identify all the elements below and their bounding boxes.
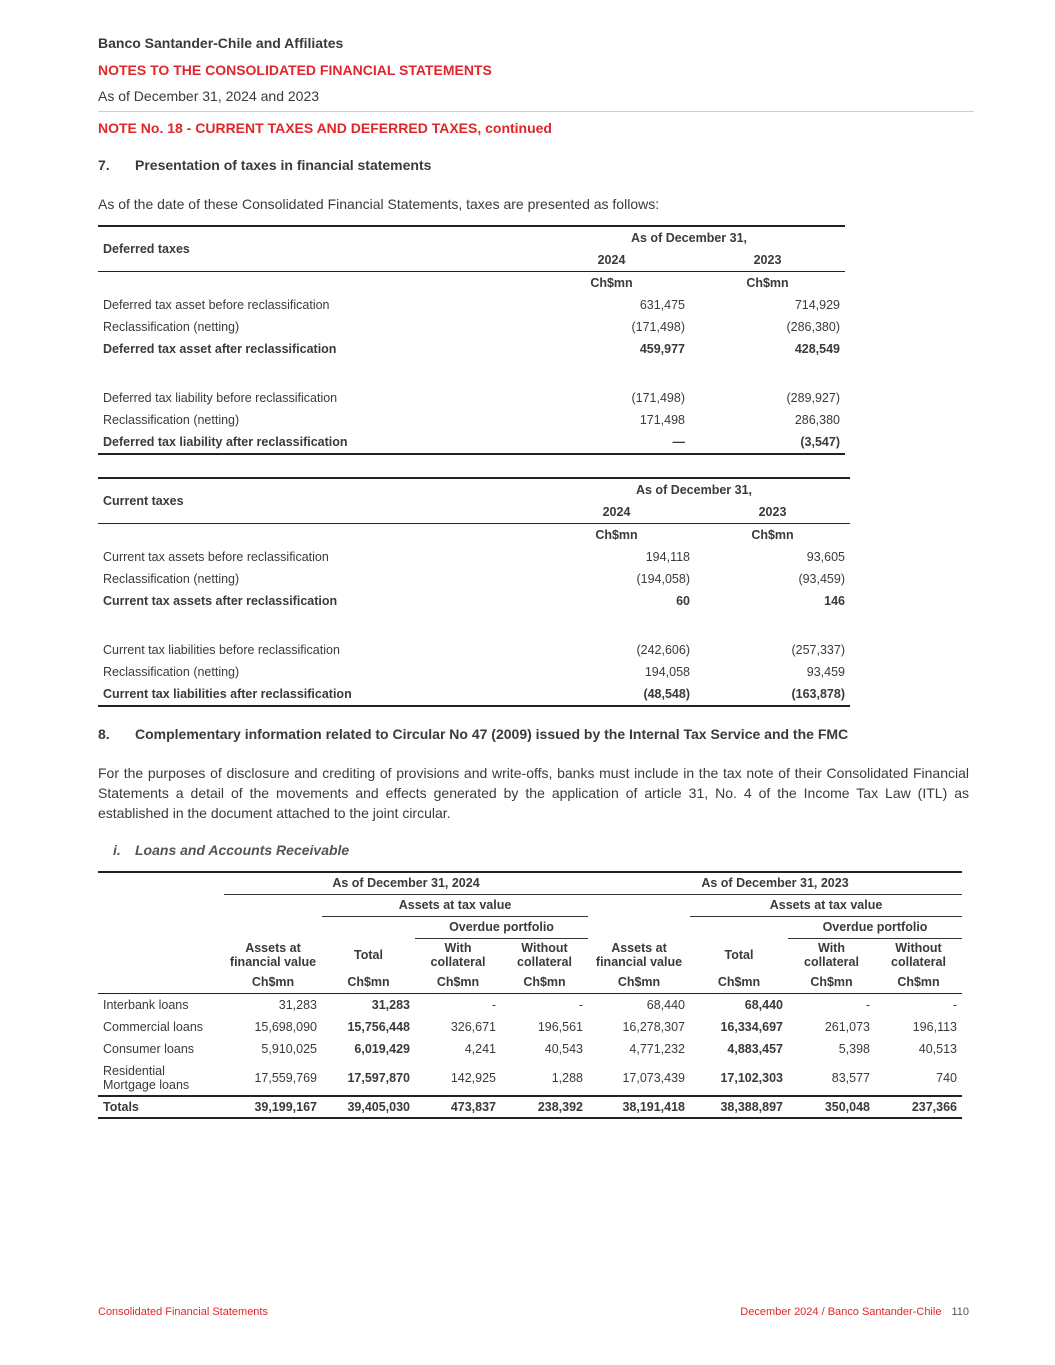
totals-row [98,1096,962,1118]
cell: 38,191,418 [588,1096,690,1118]
section-8-paragraph: For the purposes of disclosure and crediting of provisions and write-offs, banks must include in the tax note of their Consolidated Financial Statements a detail of the movements and effects generated by the application of article 31, No. 4 of the Income Tax Law (ITL) as established in the document attached to the joint circular. [98,765,969,821]
section-7-intro: As of the date of these Consolidated Financial Statements, taxes are presented as follows: [98,196,660,212]
value-2024: (48,548) [538,683,695,706]
loans-table [98,871,962,1119]
unit-label: Ch$mn [224,971,322,994]
value-2023: (3,547) [690,431,845,454]
cell: 40,513 [918,1042,957,1056]
unit-label: Ch$mn [595,528,638,542]
col-without-collateral: Without collateral [517,940,572,969]
subsection-heading [113,842,349,858]
footer-report-title: December 2024 / Banco Santander-Chile [740,1306,942,1318]
unit-label: Ch$mn [588,971,690,994]
cell: 196,561 [537,1020,583,1034]
cell: 473,837 [415,1096,501,1118]
value-2023: (286,380) [786,320,840,334]
current-taxes-title: Current taxes [98,478,538,524]
value-2023: 93,605 [806,550,845,564]
row-label: Residential Mortgage loans [103,1063,190,1092]
unit-label: Ch$mn [751,528,794,542]
row-label: Deferred tax asset after reclassification [103,342,337,356]
cell: - [865,998,870,1012]
table-row [98,387,845,409]
cell: 31,283 [371,998,410,1012]
row-label: Current tax liabilities after reclassification [98,683,538,706]
unit-label: Ch$mn [322,971,415,994]
footer-right [740,1306,969,1318]
table-row [98,683,850,706]
row-label: Deferred tax liability before reclassification [103,391,338,405]
cell: 196,113 [912,1020,957,1034]
value-2023: 714,929 [794,298,840,312]
cell: 16,334,697 [720,1020,783,1034]
value-2024: (171,498) [631,320,685,334]
cell: - [952,998,957,1012]
value-2024: 459,977 [639,342,685,356]
table-row [98,590,850,612]
cell: 5,398 [838,1042,870,1056]
as-of-date: As of December 31, 2024 and 2023 [98,88,320,104]
table-row [98,409,845,431]
cell: 83,577 [831,1070,870,1085]
overdue-header-2024: Overdue portfolio [415,916,588,938]
table-row [98,338,845,360]
value-2023: 428,549 [794,342,840,356]
cell: 350,048 [788,1096,875,1118]
value-2023: (163,878) [695,683,850,706]
section-title: Presentation of taxes in financial statements [135,157,432,173]
cell: 17,102,303 [720,1070,783,1085]
value-2023: (257,337) [791,643,845,657]
unit-label: Ch$mn [690,971,788,994]
cell: 17,597,870 [347,1070,410,1085]
value-2023: 93,459 [806,665,845,679]
deferred-taxes-table [98,225,845,455]
col-with-collateral: With collateral [804,940,859,969]
footer-left: Consolidated Financial Statements [98,1306,268,1318]
table-row [98,316,845,338]
value-2023: (93,459) [798,572,845,586]
row-label: Reclassification (netting) [103,320,240,334]
cell: 40,543 [544,1042,583,1056]
section-number: 8. [98,726,110,742]
current-taxes-table [98,477,850,707]
value-2024: (171,498) [631,391,685,405]
period-2023-header: As of December 31, 2023 [588,872,962,894]
overdue-header-2023: Overdue portfolio [788,916,962,938]
unit-label: Ch$mn [501,971,588,994]
table-row [98,431,845,454]
table-row [98,1016,962,1038]
deferred-year-2024: 2024 [533,249,690,272]
subsection-number: i. [113,842,121,858]
row-label: Current tax assets after reclassification [103,594,338,608]
current-year-2023: 2023 [695,501,850,524]
cell: - [491,998,496,1012]
period-2024-header: As of December 31, 2024 [224,872,588,894]
cell: 15,698,090 [254,1020,317,1034]
unit-label: Ch$mn [788,971,875,994]
value-2024: 194,118 [645,550,690,564]
value-2023: 286,380 [794,413,840,427]
row-label: Consumer loans [103,1042,195,1056]
page-number: 110 [951,1306,969,1318]
cell: 326,671 [450,1020,496,1034]
section-8-heading [98,726,848,742]
section-number: 7. [98,157,110,173]
cell: - [578,998,583,1012]
col-financial-value: Assets at financial value [595,940,683,969]
col-total: Total [724,947,754,962]
cell: 68,440 [646,998,685,1012]
section-title: Complementary information related to Circular No 47 (2009) issued by the Internal Tax Service and the FMC [135,726,849,742]
cell: 4,883,457 [727,1042,783,1056]
assets-tax-header-2023: Assets at tax value [690,894,962,916]
current-period-header: As of December 31, [538,478,850,501]
row-label: Reclassification (netting) [103,413,240,427]
company-name: Banco Santander-Chile and Affiliates [98,35,344,51]
value-2024: 171,498 [639,413,685,427]
unit-label: Ch$mn [590,276,633,290]
cell: 38,388,897 [690,1096,788,1118]
cell: 261,073 [824,1020,870,1034]
row-label: Reclassification (netting) [103,665,240,679]
current-year-2024: 2024 [538,501,695,524]
cell: 142,925 [450,1070,496,1085]
header-divider [98,111,974,112]
row-label: Reclassification (netting) [103,572,240,586]
note-title: NOTE No. 18 - CURRENT TAXES AND DEFERRED TAXES, continued [98,120,552,136]
cell: 237,366 [875,1096,962,1118]
table-row [98,639,850,661]
value-2024: 194,058 [644,665,690,679]
assets-tax-header-2024: Assets at tax value [322,894,588,916]
section-7-heading [98,157,431,173]
cell: 68,440 [744,998,783,1012]
cell: 6,019,429 [354,1042,410,1056]
deferred-year-2023: 2023 [690,249,845,272]
table-row [98,1038,962,1060]
table-row [98,568,850,590]
row-label: Current tax liabilities before reclassification [103,643,340,657]
cell: 16,278,307 [622,1020,685,1034]
row-label: Totals [98,1096,224,1118]
unit-label: Ch$mn [875,971,962,994]
cell: 39,405,030 [322,1096,415,1118]
cell: 39,199,167 [224,1096,322,1118]
deferred-period-header: As of December 31, [533,226,845,249]
value-2024: (242,606) [636,643,690,657]
col-with-collateral: With collateral [430,940,486,969]
table-row [98,546,850,568]
value-2024: 631,475 [639,298,685,312]
col-financial-value: Assets at financial value [229,940,317,969]
cell: 1,288 [551,1070,583,1085]
unit-label: Ch$mn [415,971,501,994]
col-total: Total [354,947,383,962]
cell: 5,910,025 [261,1042,317,1056]
deferred-taxes-title: Deferred taxes [98,226,533,272]
col-without-collateral: Without collateral [891,940,946,969]
table-row [98,294,845,316]
cell: 31,283 [278,998,317,1012]
table-row [98,661,850,683]
cell: 4,771,232 [629,1042,685,1056]
value-2023: (289,927) [786,391,840,405]
table-row [98,1060,962,1096]
table-row [98,994,962,1017]
cell: 15,756,448 [347,1020,410,1034]
cell: 17,073,439 [622,1070,685,1085]
row-label: Deferred tax liability after reclassification [98,431,533,454]
cell: 17,559,769 [254,1070,317,1085]
row-label: Interbank loans [103,998,189,1012]
subsection-title: Loans and Accounts Receivable [135,842,350,858]
value-2024: — [533,431,690,454]
value-2023: 146 [824,594,845,608]
row-label: Current tax assets before reclassification [103,550,329,564]
cell: 740 [936,1070,957,1085]
cell: 4,241 [464,1042,496,1056]
unit-label: Ch$mn [746,276,789,290]
cell: 238,392 [501,1096,588,1118]
value-2024: 60 [676,594,690,608]
row-label: Commercial loans [103,1020,204,1034]
row-label: Deferred tax asset before reclassification [103,298,330,312]
notes-title: NOTES TO THE CONSOLIDATED FINANCIAL STATEMENTS [98,62,492,78]
value-2024: (194,058) [636,572,690,586]
